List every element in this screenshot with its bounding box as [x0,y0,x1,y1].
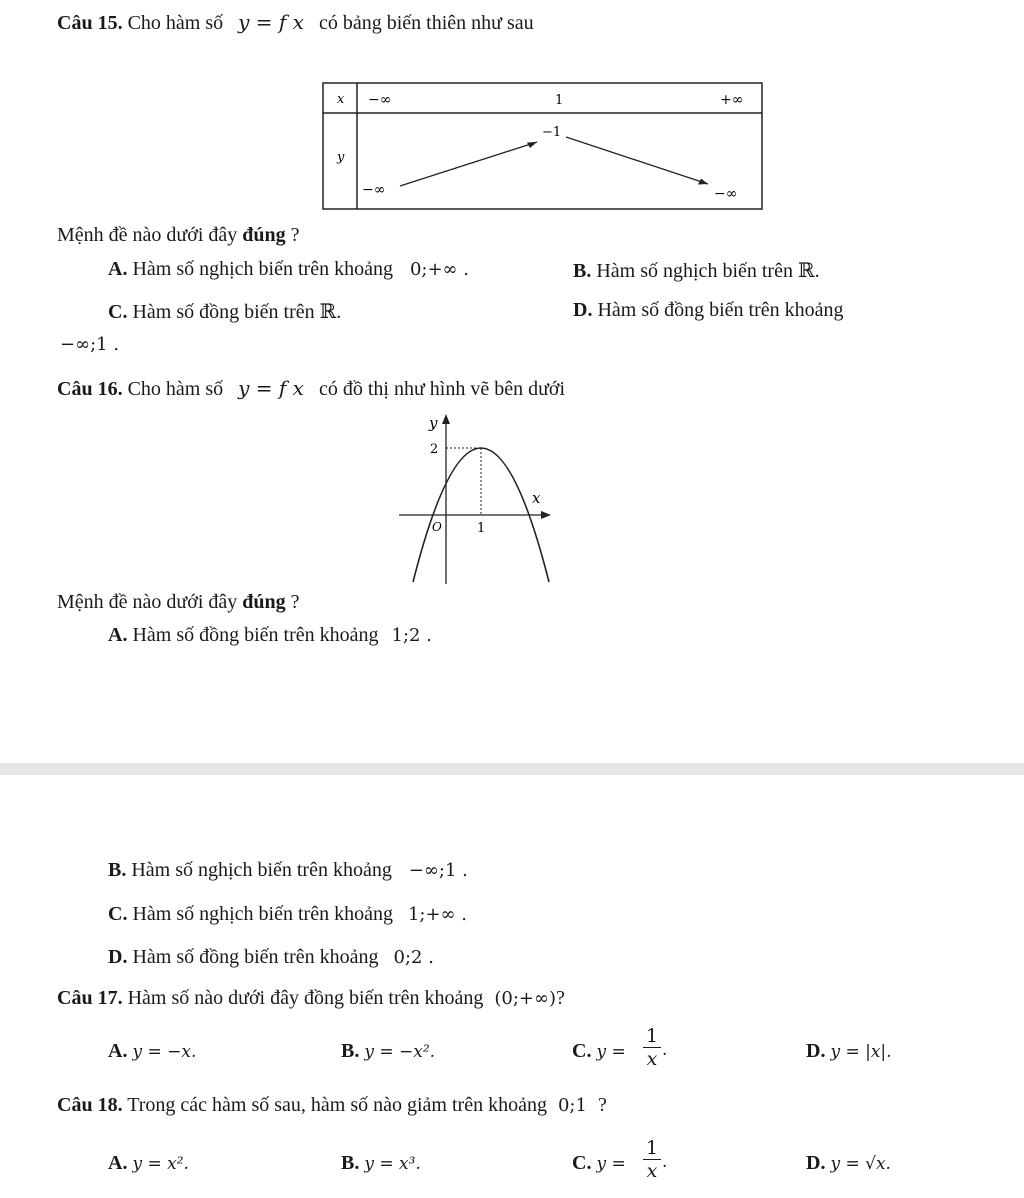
q17-option-d-label: D. [806,1040,826,1062]
q15-option-d-text: Hàm số đồng biến trên khoảng [597,299,844,321]
q15-option-a-label: A. [108,258,128,280]
q15-question-suffix: ? [290,224,300,246]
graph-y-label: y [429,414,438,432]
q15-question-bold: đúng [242,224,286,246]
q17-option-b-math: y = −x². [364,1042,436,1062]
q17-option-a-math: y = −x. [132,1042,197,1062]
q15-option-b[interactable] [573,258,820,283]
q16-option-a-math: 1;2 . [391,625,432,646]
q15-question [57,224,300,247]
q18-option-b[interactable] [341,1152,421,1175]
q17-fraction-denominator: x [646,1048,658,1070]
q16-question [57,591,300,614]
q18-fraction-denominator: x [646,1160,658,1182]
q16-heading [57,376,565,401]
q18-interval: 0;1 [557,1095,587,1116]
q18-suffix: ? [597,1094,607,1116]
graph-y-tick: 2 [430,442,439,457]
table-y-label: y [337,150,345,165]
q16-option-b[interactable] [108,859,468,882]
q18-fraction-numerator: 1 [645,1137,659,1159]
q17-suffix: ? [556,987,565,1009]
q18-option-b-label: B. [341,1152,360,1174]
q15-option-a-math: 0;+∞ . [409,259,469,280]
q17-option-b[interactable] [341,1040,435,1063]
q18-option-b-math: y = x³. [364,1154,421,1174]
decrease-arrow [566,137,708,184]
q16-func: y = f x [238,376,304,400]
q18-option-c-fraction [642,1137,662,1182]
q16-option-d-label: D. [108,946,128,968]
q16-option-c[interactable] [108,903,467,926]
table-x-pos-inf: +∞ [720,92,744,108]
q15-option-c-label: C. [108,301,128,323]
q15-question-prefix: Mệnh đề nào dưới đây [57,224,238,246]
q16-option-d-math: 0;2 . [393,947,434,968]
table-x-neg-inf: −∞ [368,92,392,108]
q18-option-d-label: D. [806,1152,826,1174]
graph-x-tick: 1 [477,521,486,536]
q18-option-c-label: C. [572,1152,592,1174]
q15-option-b-label: B. [573,260,592,282]
q16-option-c-text: Hàm số nghịch biến trên khoảng [132,903,393,925]
graph-x-label: x [532,489,541,507]
q15-heading [57,10,534,35]
q16-intro: Cho hàm số [127,378,224,400]
q16-label: Câu 16. [57,378,123,400]
variation-table [322,82,764,212]
q18-option-a[interactable] [108,1152,189,1175]
q15-option-a[interactable] [108,258,469,281]
q17-text: Hàm số nào dưới đây đồng biến trên khoảng [127,987,484,1009]
q16-question-bold: đúng [242,591,286,613]
q18-label: Câu 18. [57,1094,123,1116]
q15-option-d[interactable] [573,299,844,322]
q15-option-c-text: Hàm số đồng biến trên ℝ. [132,301,342,323]
q17-option-c-lhs: y = [596,1042,626,1062]
x-axis-arrow [541,511,551,519]
q16-option-d-text: Hàm số đồng biến trên khoảng [132,946,379,968]
q16-option-b-math: −∞;1 . [408,860,468,881]
q17-option-a[interactable] [108,1040,196,1063]
q17-option-c-fraction [642,1025,662,1070]
q16-question-suffix: ? [290,591,300,613]
q16-tail: có đồ thị như hình vẽ bên dưới [318,378,566,400]
q17-option-c[interactable] [572,1040,626,1063]
q17-option-d-math: y = |x|. [830,1042,892,1062]
q16-option-c-math: 1;+∞ . [407,904,467,925]
q17-option-b-label: B. [341,1040,360,1062]
q16-option-b-text: Hàm số nghịch biến trên khoảng [131,859,392,881]
q16-option-a-text: Hàm số đồng biến trên khoảng [132,624,379,646]
table-x-mid: 1 [555,93,564,108]
q17-option-c-label: C. [572,1040,592,1062]
q15-option-b-text: Hàm số nghịch biến trên ℝ. [596,260,820,282]
table-x-label: x [337,92,345,107]
q18-option-a-label: A. [108,1152,128,1174]
q18-option-a-math: y = x². [132,1154,189,1174]
q18-text: Trong các hàm số sau, hàm số nào giảm trên khoảng [127,1094,547,1116]
q15-intro: Cho hàm số [127,12,224,34]
increase-arrow [400,142,537,186]
q16-option-b-label: B. [108,859,127,881]
y-axis-arrow [442,414,450,424]
function-graph [395,408,560,584]
q18-option-c[interactable] [572,1152,626,1175]
q16-option-a[interactable] [108,624,432,647]
q16-option-c-label: C. [108,903,128,925]
q17-option-d[interactable] [806,1040,892,1063]
graph-origin-label: O [432,520,442,534]
q18-heading [57,1094,607,1117]
q16-option-a-label: A. [108,624,128,646]
q15-option-a-text: Hàm số nghịch biến trên khoảng [132,258,393,280]
table-y-right: −∞ [714,186,738,202]
q17-fraction-numerator: 1 [645,1025,659,1047]
page-separator [0,763,1024,775]
q15-func: y = f x [238,10,304,34]
q18-option-d[interactable] [806,1152,891,1175]
q17-option-a-label: A. [108,1040,128,1062]
q17-heading [57,987,565,1010]
q17-option-c-dot: . [662,1040,668,1060]
q16-question-prefix: Mệnh đề nào dưới đây [57,591,238,613]
q18-option-c-dot: . [662,1152,668,1172]
q15-label: Câu 15. [57,12,123,34]
q18-option-c-lhs: y = [596,1154,626,1174]
q18-option-d-math: y = √x. [830,1154,891,1174]
q17-label: Câu 17. [57,987,123,1009]
q15-tail: có bảng biến thiên như sau [318,12,534,34]
q17-interval: (0;+∞) [494,988,557,1009]
q15-option-d-label: D. [573,299,593,321]
q15-option-c[interactable] [108,299,341,324]
q16-option-d[interactable] [108,946,434,969]
table-y-left: −∞ [362,182,386,198]
q15-option-d-math: −∞;1 . [60,334,120,355]
table-y-max: −1 [542,125,562,140]
